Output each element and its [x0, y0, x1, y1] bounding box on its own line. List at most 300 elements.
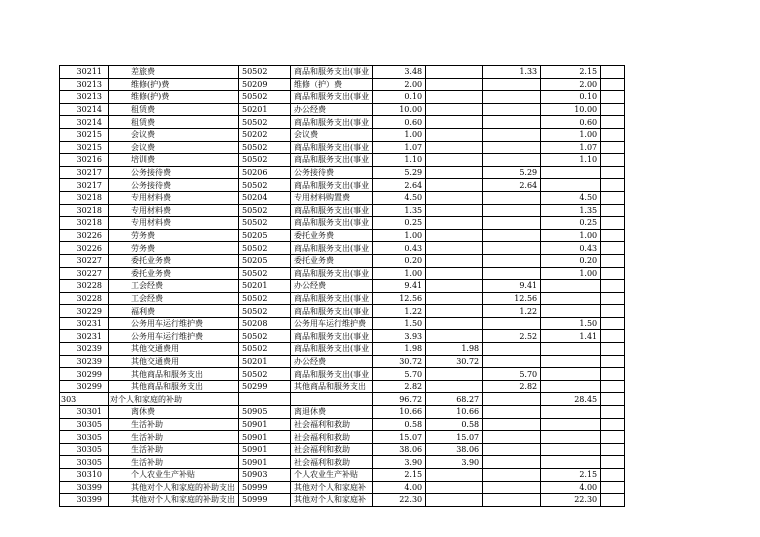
cell-blank: [601, 116, 625, 129]
table-row: [60, 267, 625, 280]
cell-blank: [601, 191, 625, 204]
cell-subject-code: 30239: [60, 355, 109, 368]
cell-subject-code: 30218: [60, 204, 109, 217]
cell-total: 3.48: [373, 66, 426, 79]
cell-econ-code: 50502: [239, 116, 291, 129]
cell-subject-code: 30399: [60, 494, 109, 507]
cell-basic-public: [483, 204, 541, 217]
cell-basic-public: [483, 317, 541, 330]
cell-project: [541, 355, 601, 368]
cell-econ-code: 50502: [239, 292, 291, 305]
cell-project: 1.00: [541, 128, 601, 141]
cell-econ-name: 商品和服务支出(事业: [291, 292, 373, 305]
cell-total: 1.98: [373, 343, 426, 356]
cell-econ-name: 其他对个人和家庭补: [291, 481, 373, 494]
cell-subject-code: 30305: [60, 456, 109, 469]
cell-blank: [601, 355, 625, 368]
cell-basic-personnel: [426, 103, 483, 116]
cell-basic-public: [483, 229, 541, 242]
table-row: [60, 141, 625, 154]
cell-project: [541, 179, 601, 192]
cell-total: 12.56: [373, 292, 426, 305]
table-row: [60, 355, 625, 368]
cell-subject-name: 会议费: [109, 128, 239, 141]
cell-subject-code: 30227: [60, 254, 109, 267]
cell-project: 0.60: [541, 116, 601, 129]
cell-basic-public: [483, 494, 541, 507]
cell-basic-public: [483, 254, 541, 267]
cell-project: 2.00: [541, 78, 601, 91]
cell-econ-code: 50201: [239, 103, 291, 116]
cell-blank: [601, 78, 625, 91]
table-row: [60, 204, 625, 217]
cell-subject-code: 30231: [60, 330, 109, 343]
cell-total: 0.60: [373, 116, 426, 129]
cell-econ-code: 50206: [239, 166, 291, 179]
cell-basic-personnel: [426, 66, 483, 79]
cell-econ-code: 50208: [239, 317, 291, 330]
cell-econ-name: 商品和服务支出(事业: [291, 330, 373, 343]
cell-econ-name: 离退休费: [291, 406, 373, 419]
cell-econ-name: 办公经费: [291, 355, 373, 368]
table-row: [60, 443, 625, 456]
cell-basic-public: [483, 191, 541, 204]
cell-total: 4.00: [373, 481, 426, 494]
cell-subject-code: 30301: [60, 406, 109, 419]
cell-subject-code: 30215: [60, 128, 109, 141]
cell-total: 3.93: [373, 330, 426, 343]
cell-econ-name: 商品和服务支出(事业: [291, 179, 373, 192]
cell-econ-code: 50901: [239, 456, 291, 469]
cell-subject-name: 福利费: [109, 305, 239, 318]
cell-total: 1.22: [373, 305, 426, 318]
cell-blank: [601, 343, 625, 356]
cell-project: [541, 380, 601, 393]
cell-basic-public: [483, 431, 541, 444]
cell-blank: [601, 229, 625, 242]
cell-subject-code: 30214: [60, 116, 109, 129]
cell-basic-public: [483, 406, 541, 419]
cell-blank: [601, 305, 625, 318]
cell-basic-personnel: [426, 280, 483, 293]
cell-econ-code: 50502: [239, 154, 291, 167]
cell-econ-code: 50502: [239, 343, 291, 356]
cell-econ-code: 50502: [239, 330, 291, 343]
cell-basic-personnel: [426, 141, 483, 154]
cell-project: [541, 343, 601, 356]
cell-basic-public: [483, 116, 541, 129]
cell-total: 0.20: [373, 254, 426, 267]
cell-basic-personnel: [426, 116, 483, 129]
cell-basic-personnel: [426, 204, 483, 217]
cell-basic-public: [483, 128, 541, 141]
cell-subject-code: 303: [60, 393, 109, 406]
cell-basic-public: [483, 154, 541, 167]
cell-project: 1.41: [541, 330, 601, 343]
cell-blank: [601, 91, 625, 104]
cell-basic-public: [483, 418, 541, 431]
cell-project: [541, 368, 601, 381]
cell-project: 10.00: [541, 103, 601, 116]
cell-subject-name: 生活补助: [109, 418, 239, 431]
cell-econ-name: 社会福利和救助: [291, 456, 373, 469]
cell-blank: [601, 481, 625, 494]
table-row: [60, 179, 625, 192]
cell-econ-code: 50209: [239, 78, 291, 91]
table-row: [60, 116, 625, 129]
table-body: [60, 66, 625, 507]
cell-basic-personnel: [426, 305, 483, 318]
cell-basic-personnel: [426, 179, 483, 192]
cell-subject-code: 30226: [60, 242, 109, 255]
cell-basic-personnel: 10.66: [426, 406, 483, 419]
cell-subject-name: 公务用车运行维护费: [109, 317, 239, 330]
cell-econ-code: 50502: [239, 204, 291, 217]
cell-basic-public: 1.33: [483, 66, 541, 79]
cell-basic-personnel: [426, 317, 483, 330]
cell-blank: [601, 380, 625, 393]
cell-project: 0.20: [541, 254, 601, 267]
cell-subject-code: 30228: [60, 280, 109, 293]
cell-basic-public: 2.82: [483, 380, 541, 393]
cell-subject-name: 生活补助: [109, 431, 239, 444]
cell-basic-personnel: [426, 91, 483, 104]
cell-econ-name: 商品和服务支出(事业: [291, 217, 373, 230]
cell-blank: [601, 443, 625, 456]
cell-blank: [601, 242, 625, 255]
cell-econ-code: 50999: [239, 494, 291, 507]
cell-basic-public: [483, 355, 541, 368]
cell-econ-name: 公务用车运行维护费: [291, 317, 373, 330]
cell-total: 2.00: [373, 78, 426, 91]
cell-basic-public: 1.22: [483, 305, 541, 318]
cell-basic-personnel: [426, 128, 483, 141]
cell-basic-personnel: [426, 191, 483, 204]
cell-blank: [601, 418, 625, 431]
table-row: [60, 456, 625, 469]
cell-subject-code: 30399: [60, 481, 109, 494]
cell-project: 1.50: [541, 317, 601, 330]
cell-blank: [601, 280, 625, 293]
cell-subject-code: 30228: [60, 292, 109, 305]
cell-basic-public: [483, 456, 541, 469]
cell-econ-code: 50205: [239, 229, 291, 242]
table-row: [60, 103, 625, 116]
table-row: [60, 154, 625, 167]
cell-total: 0.25: [373, 217, 426, 230]
cell-econ-name: 委托业务费: [291, 229, 373, 242]
cell-subject-name: 租赁费: [109, 103, 239, 116]
cell-econ-code: 50901: [239, 431, 291, 444]
cell-econ-name: 社会福利和救助: [291, 418, 373, 431]
cell-total: 96.72: [373, 393, 426, 406]
cell-basic-public: [483, 242, 541, 255]
cell-subject-name: 专用材料费: [109, 191, 239, 204]
cell-project: [541, 305, 601, 318]
table-row: [60, 469, 625, 482]
cell-econ-name: 商品和服务支出(事业: [291, 305, 373, 318]
cell-subject-name: 委托业务费: [109, 254, 239, 267]
cell-subject-name: 培训费: [109, 154, 239, 167]
cell-subject-name: 委托业务费: [109, 267, 239, 280]
cell-basic-personnel: 15.07: [426, 431, 483, 444]
cell-blank: [601, 128, 625, 141]
table-row: [60, 406, 625, 419]
cell-subject-name: 公务接待费: [109, 179, 239, 192]
cell-econ-code: 50903: [239, 469, 291, 482]
cell-econ-code: 50901: [239, 443, 291, 456]
cell-total: 0.10: [373, 91, 426, 104]
cell-subject-code: 30305: [60, 443, 109, 456]
cell-econ-code: 50202: [239, 128, 291, 141]
budget-table: [59, 65, 625, 507]
cell-subject-code: 30229: [60, 305, 109, 318]
cell-econ-code: 50201: [239, 355, 291, 368]
cell-basic-personnel: [426, 292, 483, 305]
table-row: [60, 191, 625, 204]
cell-basic-personnel: [426, 469, 483, 482]
cell-subject-name: 对个人和家庭的补助: [109, 393, 239, 406]
cell-blank: [601, 393, 625, 406]
cell-econ-code: 50502: [239, 267, 291, 280]
cell-econ-name: 商品和服务支出(事业: [291, 343, 373, 356]
cell-econ-name: 社会福利和救助: [291, 431, 373, 444]
cell-project: 1.35: [541, 204, 601, 217]
table-row: [60, 166, 625, 179]
cell-basic-personnel: 1.98: [426, 343, 483, 356]
cell-econ-name: 委托业务费: [291, 254, 373, 267]
cell-subject-code: 30217: [60, 166, 109, 179]
cell-econ-name: 商品和服务支出(事业: [291, 242, 373, 255]
cell-basic-personnel: [426, 242, 483, 255]
cell-basic-public: [483, 393, 541, 406]
cell-basic-public: 5.70: [483, 368, 541, 381]
cell-total: 1.00: [373, 267, 426, 280]
cell-econ-name: 商品和服务支出(事业: [291, 66, 373, 79]
cell-total: 10.00: [373, 103, 426, 116]
cell-total: 38.06: [373, 443, 426, 456]
cell-subject-name: 生活补助: [109, 443, 239, 456]
cell-total: 0.43: [373, 242, 426, 255]
cell-subject-name: 其他对个人和家庭的补助支出: [109, 481, 239, 494]
cell-basic-personnel: [426, 229, 483, 242]
cell-econ-code: 50299: [239, 380, 291, 393]
table-row: [60, 78, 625, 91]
cell-subject-code: 30218: [60, 217, 109, 230]
cell-basic-public: 2.64: [483, 179, 541, 192]
table-row: [60, 91, 625, 104]
cell-project: 0.43: [541, 242, 601, 255]
cell-subject-code: 30310: [60, 469, 109, 482]
cell-basic-personnel: 68.27: [426, 393, 483, 406]
cell-subject-name: 维修(护)费: [109, 91, 239, 104]
cell-subject-name: 公务接待费: [109, 166, 239, 179]
cell-basic-public: [483, 469, 541, 482]
cell-subject-name: 工会经费: [109, 280, 239, 293]
cell-subject-code: 30215: [60, 141, 109, 154]
cell-project: 4.00: [541, 481, 601, 494]
cell-econ-code: [239, 393, 291, 406]
cell-econ-code: 50502: [239, 179, 291, 192]
cell-total: 30.72: [373, 355, 426, 368]
cell-subject-name: 专用材料费: [109, 217, 239, 230]
cell-econ-name: 商品和服务支出(事业: [291, 91, 373, 104]
cell-project: 0.25: [541, 217, 601, 230]
cell-subject-code: 30299: [60, 368, 109, 381]
cell-basic-public: 12.56: [483, 292, 541, 305]
cell-basic-public: 2.52: [483, 330, 541, 343]
table-row: [60, 368, 625, 381]
table-row: [60, 292, 625, 305]
cell-total: 1.35: [373, 204, 426, 217]
cell-basic-public: [483, 78, 541, 91]
cell-basic-personnel: [426, 267, 483, 280]
cell-project: [541, 443, 601, 456]
table-row: [60, 494, 625, 507]
cell-basic-personnel: [426, 380, 483, 393]
cell-basic-personnel: [426, 217, 483, 230]
table-row: [60, 343, 625, 356]
cell-econ-name: 公务接待费: [291, 166, 373, 179]
cell-blank: [601, 469, 625, 482]
cell-project: 2.15: [541, 469, 601, 482]
cell-basic-personnel: [426, 78, 483, 91]
cell-basic-public: [483, 141, 541, 154]
cell-subject-code: 30299: [60, 380, 109, 393]
cell-basic-personnel: [426, 154, 483, 167]
cell-econ-code: 50502: [239, 217, 291, 230]
cell-total: 1.10: [373, 154, 426, 167]
cell-econ-name: 办公经费: [291, 280, 373, 293]
cell-project: [541, 456, 601, 469]
cell-project: [541, 292, 601, 305]
table-row: [60, 380, 625, 393]
cell-basic-personnel: [426, 166, 483, 179]
table-row: [60, 254, 625, 267]
cell-basic-public: [483, 91, 541, 104]
table-row: [60, 229, 625, 242]
cell-blank: [601, 494, 625, 507]
cell-econ-name: 商品和服务支出(事业: [291, 204, 373, 217]
table-row: [60, 280, 625, 293]
cell-subject-code: 30211: [60, 66, 109, 79]
cell-econ-code: 50502: [239, 66, 291, 79]
cell-subject-code: 30217: [60, 179, 109, 192]
cell-blank: [601, 66, 625, 79]
cell-econ-code: 50502: [239, 242, 291, 255]
cell-subject-code: 30216: [60, 154, 109, 167]
cell-econ-name: 社会福利和救助: [291, 443, 373, 456]
cell-basic-public: [483, 343, 541, 356]
cell-basic-public: [483, 443, 541, 456]
cell-blank: [601, 217, 625, 230]
cell-project: 22.30: [541, 494, 601, 507]
cell-subject-name: 租赁费: [109, 116, 239, 129]
cell-project: [541, 280, 601, 293]
cell-total: 1.50: [373, 317, 426, 330]
cell-basic-personnel: 30.72: [426, 355, 483, 368]
cell-subject-code: 30214: [60, 103, 109, 116]
cell-econ-name: 办公经费: [291, 103, 373, 116]
cell-total: 0.58: [373, 418, 426, 431]
cell-blank: [601, 456, 625, 469]
table-row: [60, 242, 625, 255]
cell-blank: [601, 330, 625, 343]
cell-subject-name: 会议费: [109, 141, 239, 154]
cell-subject-name: 其他交通费用: [109, 343, 239, 356]
cell-subject-name: 其他交通费用: [109, 355, 239, 368]
cell-project: 2.15: [541, 66, 601, 79]
cell-total: 2.64: [373, 179, 426, 192]
table-row: [60, 305, 625, 318]
cell-econ-name: 其他商品和服务支出: [291, 380, 373, 393]
cell-econ-code: 50204: [239, 191, 291, 204]
cell-basic-public: 9.41: [483, 280, 541, 293]
cell-total: 4.50: [373, 191, 426, 204]
cell-total: 5.29: [373, 166, 426, 179]
cell-econ-code: 50901: [239, 418, 291, 431]
cell-basic-personnel: [426, 494, 483, 507]
cell-total: 9.41: [373, 280, 426, 293]
cell-subject-name: 生活补助: [109, 456, 239, 469]
cell-econ-code: 50999: [239, 481, 291, 494]
cell-subject-code: 30213: [60, 78, 109, 91]
cell-econ-name: 商品和服务支出(事业: [291, 368, 373, 381]
cell-econ-name: 其他对个人和家庭补: [291, 494, 373, 507]
cell-project: 1.10: [541, 154, 601, 167]
cell-blank: [601, 431, 625, 444]
cell-econ-code: 50502: [239, 305, 291, 318]
cell-basic-public: [483, 217, 541, 230]
cell-subject-name: 离休费: [109, 406, 239, 419]
cell-project: 0.10: [541, 91, 601, 104]
cell-subject-code: 30227: [60, 267, 109, 280]
cell-blank: [601, 292, 625, 305]
cell-blank: [601, 267, 625, 280]
cell-subject-code: 30305: [60, 418, 109, 431]
cell-blank: [601, 141, 625, 154]
cell-basic-personnel: 3.90: [426, 456, 483, 469]
cell-project: 1.07: [541, 141, 601, 154]
cell-total: 1.00: [373, 229, 426, 242]
table-row: [60, 128, 625, 141]
cell-subject-name: 个人农业生产补贴: [109, 469, 239, 482]
cell-subject-code: 30226: [60, 229, 109, 242]
cell-econ-code: 50502: [239, 368, 291, 381]
cell-total: 2.15: [373, 469, 426, 482]
cell-econ-name: 商品和服务支出(事业: [291, 267, 373, 280]
cell-subject-code: 30213: [60, 91, 109, 104]
cell-econ-code: 50205: [239, 254, 291, 267]
cell-subject-name: 劳务费: [109, 242, 239, 255]
cell-econ-name: [291, 393, 373, 406]
cell-total: 1.00: [373, 128, 426, 141]
cell-econ-name: 个人农业生产补贴: [291, 469, 373, 482]
cell-econ-code: 50905: [239, 406, 291, 419]
cell-project: [541, 406, 601, 419]
table-row: [60, 317, 625, 330]
cell-project: 1.00: [541, 229, 601, 242]
cell-basic-personnel: [426, 481, 483, 494]
cell-subject-code: 30239: [60, 343, 109, 356]
cell-basic-public: 5.29: [483, 166, 541, 179]
table-row: [60, 393, 625, 406]
cell-econ-name: 维修（护）费: [291, 78, 373, 91]
cell-total: 3.90: [373, 456, 426, 469]
cell-total: 1.07: [373, 141, 426, 154]
cell-project: [541, 166, 601, 179]
cell-blank: [601, 317, 625, 330]
